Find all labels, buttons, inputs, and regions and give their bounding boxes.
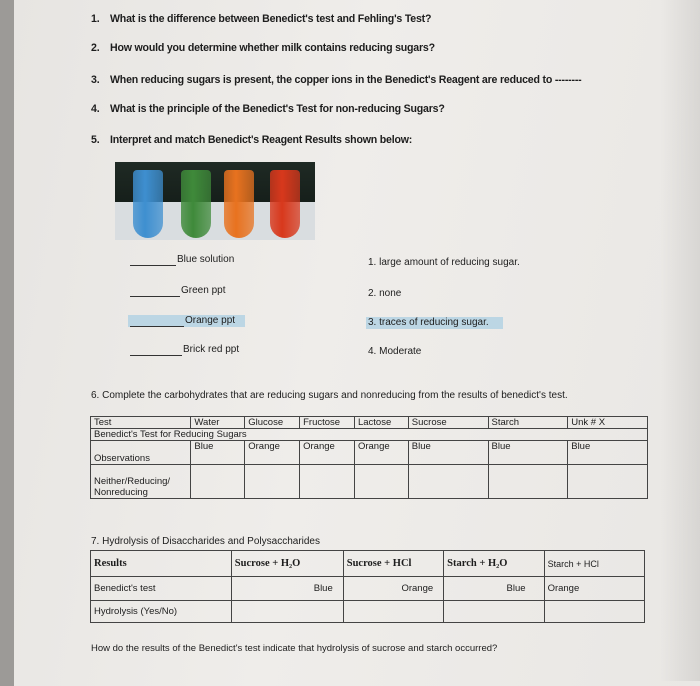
table-cell: Blue [191, 441, 245, 465]
hydrolysis-table [90, 550, 645, 623]
question-3-text: When reducing sugars is present, the copper ions in the Benedict's Reagent are reduced to -------- [110, 74, 582, 86]
table-cell: Orange [354, 441, 408, 465]
question-4 [91, 103, 445, 115]
table-header-cell: Starch [488, 417, 568, 429]
table-cell: Blue [231, 577, 343, 601]
question-1 [91, 13, 431, 25]
question-7-title: 7. Hydrolysis of Disaccharides and Polysaccharides [91, 536, 320, 547]
match-right-1: 1. large amount of reducing sugar. [368, 257, 520, 268]
table-header-cell: Lactose [354, 417, 408, 429]
answer-cell[interactable] [343, 601, 443, 623]
table-subheader-row [91, 429, 648, 441]
table-cell: Orange [343, 577, 443, 601]
answer-cell[interactable] [544, 601, 644, 623]
question-1-text: What is the difference between Benedict's test and Fehling's Test? [110, 13, 432, 25]
table-header-cell: Water [191, 417, 245, 429]
table-row [91, 465, 648, 499]
answer-blank-4[interactable] [130, 355, 182, 356]
answer-cell[interactable] [488, 465, 568, 499]
question-6-title: 6. Complete the carbohydrates that are reducing sugars and nonreducing from the results of benedict's test. [91, 390, 568, 401]
table-cell: Orange [300, 441, 355, 465]
row-label-line-2: Nonreducing [94, 487, 148, 498]
match-left-3: Orange ppt [185, 315, 236, 326]
table-subheader: Benedict's Test for Reducing Sugars [91, 429, 648, 441]
table-header-cell: Sucrose [408, 417, 488, 429]
match-right-4: 4. Moderate [368, 346, 422, 357]
question-4-number: 4. [91, 103, 100, 115]
table-cell: Orange [245, 441, 300, 465]
table-row [91, 577, 645, 601]
question-2 [91, 42, 435, 54]
match-left-4: Brick red ppt [183, 344, 240, 355]
table-header-cell: Sucrose + H₂O [231, 551, 343, 577]
answer-cell[interactable] [191, 465, 245, 499]
match-left-2: Green ppt [181, 285, 226, 296]
table-header-cell: Test [91, 417, 191, 429]
red-tube [270, 170, 300, 238]
answer-cell[interactable] [245, 465, 300, 499]
orange-tube [224, 170, 254, 238]
page-shadow [660, 0, 700, 681]
question-5 [91, 134, 412, 146]
match-right-3: 3. traces of reducing sugar. [368, 317, 489, 328]
green-tube [181, 170, 211, 238]
answer-cell[interactable] [568, 465, 648, 499]
table-row [91, 441, 648, 465]
question-1-number: 1. [91, 13, 100, 25]
table-row-label [91, 465, 191, 499]
answer-blank-2[interactable] [130, 296, 180, 297]
table-header-cell: Glucose [245, 417, 300, 429]
table-row-label: Benedict's test [91, 577, 232, 601]
table-header-row [91, 417, 648, 429]
table-header-cell: Sucrose + HCl [343, 551, 443, 577]
question-3 [91, 74, 581, 86]
table-row-label: Hydrolysis (Yes/No) [91, 601, 232, 623]
answer-cell[interactable] [408, 465, 488, 499]
answer-cell[interactable] [354, 465, 408, 499]
answer-blank-1[interactable] [130, 265, 176, 266]
answer-cell[interactable] [444, 601, 544, 623]
table-cell: Blue [444, 577, 544, 601]
match-right-2: 2. none [368, 288, 402, 299]
question-5-text: Interpret and match Benedict's Reagent Results shown below: [110, 134, 413, 146]
question-2-number: 2. [91, 42, 100, 54]
table-cell: Blue [488, 441, 568, 465]
question-5-number: 5. [91, 134, 100, 146]
table-row-label: Observations [91, 441, 191, 465]
table-header-row [91, 551, 645, 577]
question-4-text: What is the principle of the Benedict's Test for non-reducing Sugars? [110, 103, 445, 115]
row-label-line-1: Neither/Reducing/ [94, 476, 171, 487]
table-header-cell: Unk # X [568, 417, 648, 429]
blue-tube [133, 170, 163, 238]
table-cell: Orange [544, 577, 644, 601]
final-question: How do the results of the Benedict's test indicate that hydrolysis of sucrose and starch occurred? [91, 643, 498, 654]
table-header-cell: Results [91, 551, 232, 577]
table-cell: Blue [568, 441, 648, 465]
table-header-cell: Starch + HCl [544, 551, 644, 577]
question-2-text: How would you determine whether milk contains reducing sugars? [110, 42, 435, 54]
answer-cell[interactable] [231, 601, 343, 623]
table-row [91, 601, 645, 623]
answer-cell[interactable] [300, 465, 355, 499]
table-cell: Blue [408, 441, 488, 465]
answer-blank-3[interactable] [130, 326, 184, 327]
reducing-sugars-table [90, 416, 648, 499]
table-header-cell: Fructose [300, 417, 355, 429]
table-header-cell: Starch + H₂O [444, 551, 544, 577]
test-tubes-photo [115, 162, 315, 240]
question-3-number: 3. [91, 74, 100, 86]
match-left-1: Blue solution [177, 254, 235, 265]
